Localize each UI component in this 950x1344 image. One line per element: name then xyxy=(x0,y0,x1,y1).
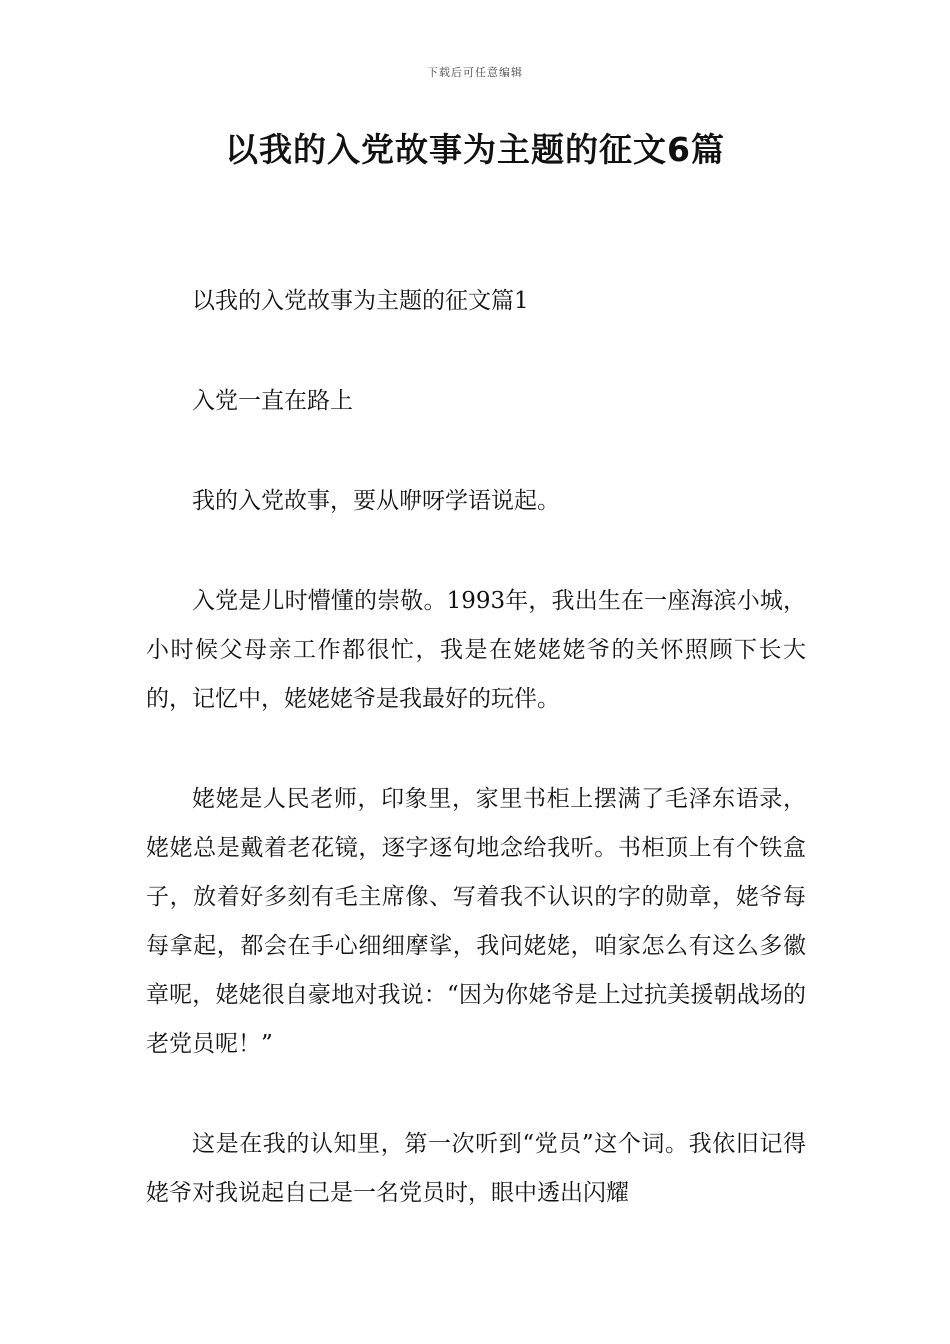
paragraph: 入党是儿时懵懂的崇敬。1993年，我出生在一座海滨小城，小时候父母亲工作都很忙，我是在姥姥姥爷的关怀照顾下长大的，记忆中，姥姥姥爷是我最好的玩伴。 xyxy=(146,588,806,712)
paragraph: 我的入党故事，要从咿呀学语说起。 xyxy=(192,488,560,514)
paragraph-section-heading: 以我的入党故事为主题的征文篇1 xyxy=(192,288,529,314)
document-title: 以我的入党故事为主题的征文6篇 xyxy=(225,130,725,169)
page-header-note: 下载后可任意编辑 xyxy=(427,66,523,79)
paragraph: 这是在我的认知里，第一次听到“党员”这个词。我依旧记得姥爷对我说起自己是一名党员时，眼中透出闪耀 xyxy=(146,1131,806,1206)
paragraph-essay-title: 入党一直在路上 xyxy=(192,388,353,414)
document-body xyxy=(146,277,806,1269)
paragraph: 姥姥是人民老师，印象里，家里书柜上摆满了毛泽东语录，姥姥总是戴着老花镜，逐字逐句地念给我听。书柜顶上有个铁盒子，放着好多刻有毛主席像、写着我不认识的字的勋章，姥爷每每拿起，都会在手心细细摩挲，我问姥姥，咱家怎么有这么多徽章呢，姥姥很自豪地对我说：“因为你姥爷是上过抗美援朝战场的老党员呢！” xyxy=(146,786,806,1057)
